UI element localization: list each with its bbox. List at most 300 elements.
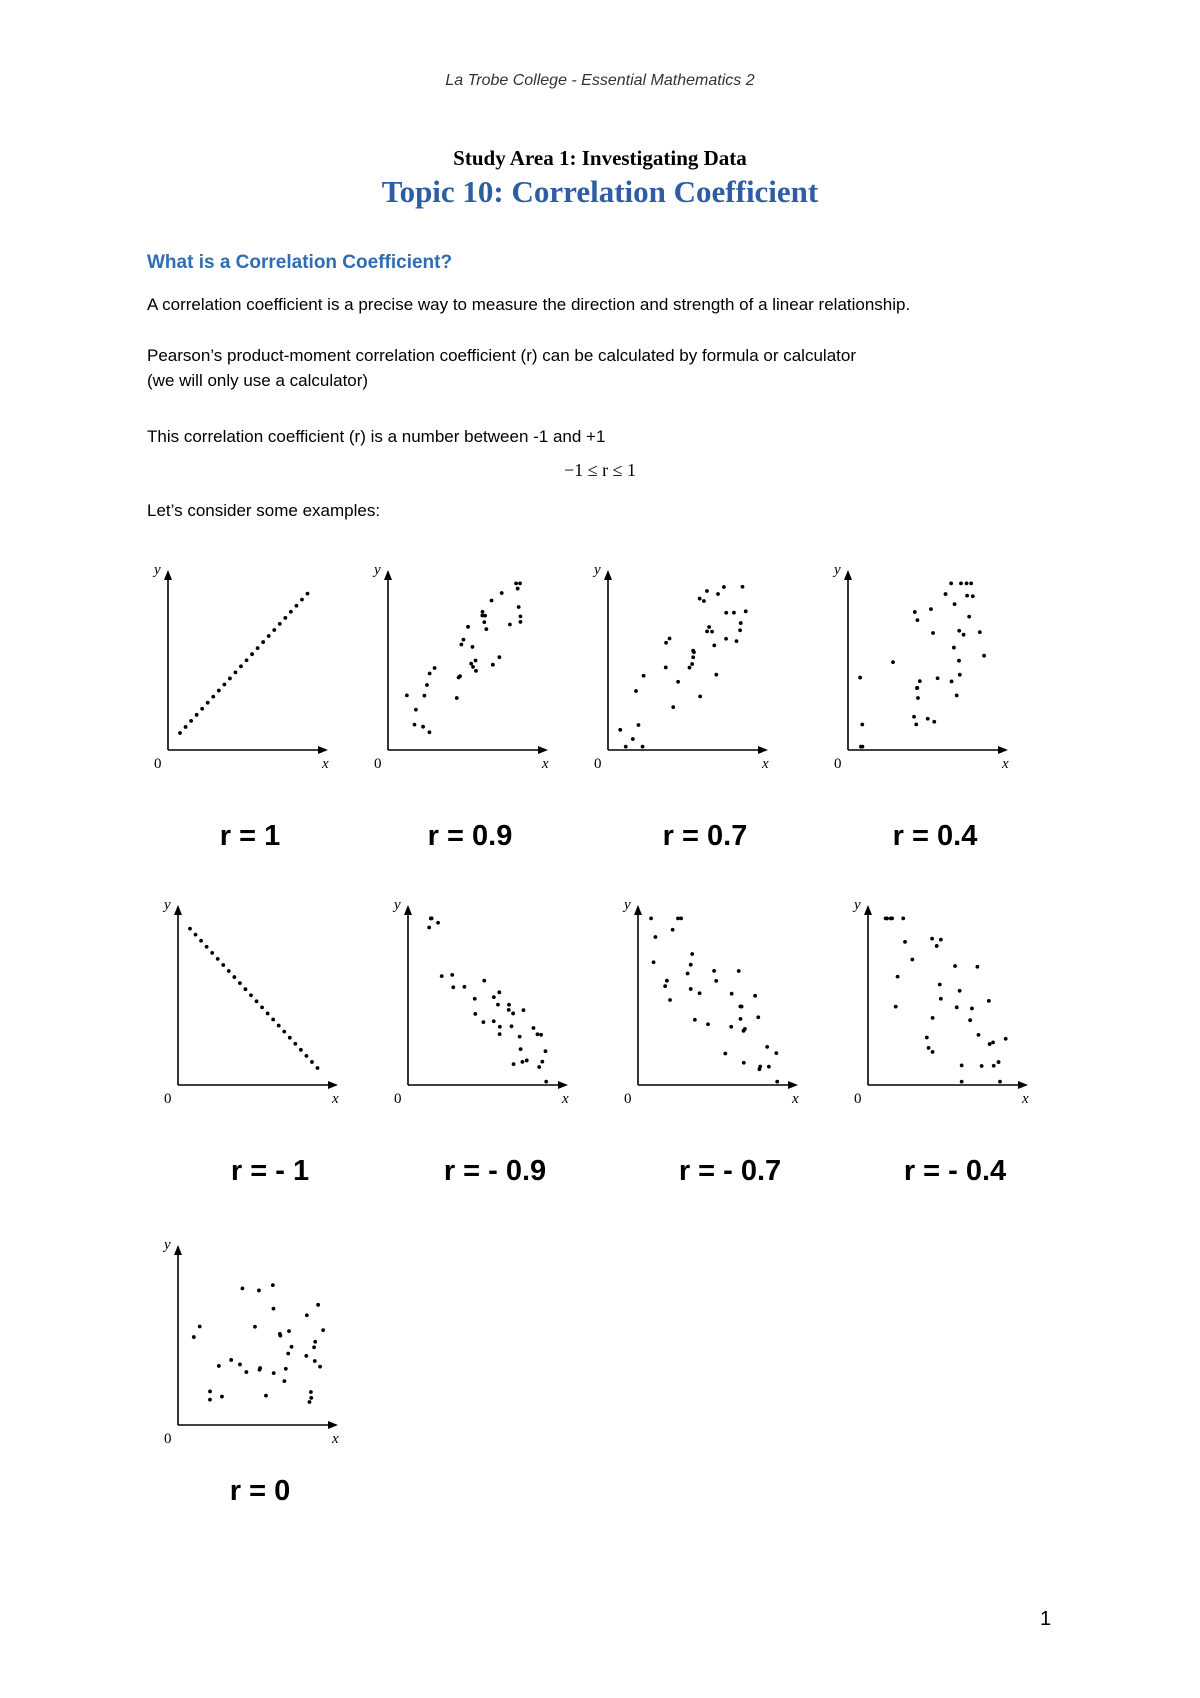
data-point bbox=[525, 1059, 529, 1063]
data-point bbox=[710, 630, 714, 634]
data-point bbox=[497, 655, 501, 659]
data-point bbox=[277, 1024, 281, 1028]
data-point bbox=[261, 640, 265, 644]
data-point bbox=[664, 666, 668, 670]
data-point bbox=[498, 1032, 502, 1036]
data-point bbox=[663, 984, 667, 988]
data-point bbox=[693, 1018, 697, 1022]
data-point bbox=[421, 725, 425, 729]
data-point bbox=[998, 1080, 1002, 1084]
data-point bbox=[312, 1345, 316, 1349]
data-point bbox=[459, 643, 463, 647]
data-point bbox=[283, 616, 287, 620]
page-number: 1 bbox=[1040, 1608, 1052, 1630]
data-point bbox=[490, 599, 494, 603]
data-point bbox=[977, 1033, 981, 1037]
y-axis-label: y bbox=[624, 897, 631, 913]
data-point bbox=[739, 621, 743, 625]
data-point bbox=[689, 987, 693, 991]
data-point bbox=[427, 926, 431, 930]
r-label-neg-0-7: r = - 0.7 bbox=[678, 1155, 782, 1187]
pearson-paragraph bbox=[147, 343, 1067, 393]
data-point bbox=[949, 582, 953, 586]
data-point bbox=[705, 629, 709, 633]
data-point bbox=[691, 655, 695, 659]
data-point bbox=[450, 973, 454, 977]
data-point bbox=[474, 659, 478, 663]
x-axis-label: x bbox=[542, 756, 549, 772]
data-point bbox=[775, 1080, 779, 1084]
origin-label: 0 bbox=[374, 756, 382, 772]
data-point bbox=[742, 1061, 746, 1065]
data-point bbox=[473, 997, 477, 1001]
data-point bbox=[688, 666, 692, 670]
data-point bbox=[178, 731, 182, 735]
data-point bbox=[723, 1052, 727, 1056]
x-axis-arrow bbox=[998, 746, 1008, 754]
data-point bbox=[211, 695, 215, 699]
data-point bbox=[514, 582, 518, 586]
origin-label: 0 bbox=[594, 756, 602, 772]
range-paragraph: This correlation coefficient (r) is a number between -1 and +1 bbox=[147, 427, 606, 446]
x-axis-label: x bbox=[322, 756, 329, 772]
data-point bbox=[184, 725, 188, 729]
data-point bbox=[944, 592, 948, 596]
data-point bbox=[466, 625, 470, 629]
data-point bbox=[245, 658, 249, 662]
data-point bbox=[969, 582, 973, 586]
data-point bbox=[518, 1035, 522, 1039]
data-point bbox=[724, 611, 728, 615]
data-point bbox=[913, 610, 917, 614]
data-point bbox=[936, 676, 940, 680]
data-point bbox=[686, 972, 690, 976]
data-point bbox=[482, 620, 486, 624]
data-point bbox=[220, 1395, 224, 1399]
x-axis-label: x bbox=[1022, 1091, 1029, 1107]
data-point bbox=[517, 605, 521, 609]
data-point bbox=[313, 1359, 317, 1363]
y-axis-label: y bbox=[854, 897, 861, 913]
data-point bbox=[482, 979, 486, 983]
data-point bbox=[272, 1307, 276, 1311]
data-point bbox=[440, 974, 444, 978]
data-point bbox=[482, 1020, 486, 1024]
scatter-plot-r-0-4 bbox=[834, 560, 1020, 772]
data-point bbox=[953, 602, 957, 606]
data-point bbox=[758, 1065, 762, 1069]
data-point bbox=[278, 622, 282, 626]
data-point bbox=[316, 1303, 320, 1307]
y-axis-arrow bbox=[864, 905, 872, 915]
data-point bbox=[256, 646, 260, 650]
data-point bbox=[249, 993, 253, 997]
data-point bbox=[729, 1025, 733, 1029]
data-point bbox=[305, 1054, 309, 1058]
data-point bbox=[935, 944, 939, 948]
data-point bbox=[971, 594, 975, 598]
data-point bbox=[642, 674, 646, 678]
x-axis-arrow bbox=[328, 1421, 338, 1429]
r-label-0-7: r = 0.7 bbox=[662, 820, 748, 852]
data-point bbox=[483, 614, 487, 618]
data-point bbox=[518, 582, 522, 586]
data-point bbox=[712, 969, 716, 973]
data-point bbox=[950, 680, 954, 684]
data-point bbox=[896, 975, 900, 979]
data-point bbox=[664, 641, 668, 645]
data-point bbox=[244, 987, 248, 991]
data-point bbox=[492, 1019, 496, 1023]
data-point bbox=[244, 1370, 248, 1374]
data-point bbox=[208, 1398, 212, 1402]
data-point bbox=[885, 917, 889, 921]
data-point bbox=[982, 654, 986, 658]
x-axis-label: x bbox=[562, 1091, 569, 1107]
data-point bbox=[988, 1042, 992, 1046]
origin-label: 0 bbox=[164, 1431, 172, 1447]
data-point bbox=[234, 670, 238, 674]
data-point bbox=[222, 683, 226, 687]
data-point bbox=[938, 983, 942, 987]
y-axis-arrow bbox=[404, 905, 412, 915]
data-point bbox=[702, 599, 706, 603]
data-point bbox=[484, 627, 488, 631]
data-point bbox=[618, 728, 622, 732]
data-point bbox=[891, 660, 895, 664]
data-point bbox=[889, 917, 893, 921]
data-point bbox=[980, 1064, 984, 1068]
data-point bbox=[952, 646, 956, 650]
data-point bbox=[894, 1005, 898, 1009]
data-point bbox=[765, 1045, 769, 1049]
data-point bbox=[957, 629, 961, 633]
data-point bbox=[724, 637, 728, 641]
data-point bbox=[508, 623, 512, 627]
data-point bbox=[282, 1379, 286, 1383]
data-point bbox=[200, 707, 204, 711]
scatter-plot-r-neg-0-4 bbox=[854, 895, 1040, 1107]
data-point bbox=[767, 1065, 771, 1069]
data-point bbox=[714, 673, 718, 677]
scatter-plot-r-0-7 bbox=[594, 560, 780, 772]
topic-title: Topic 10: Correlation Coefficient bbox=[381, 174, 819, 209]
data-point bbox=[537, 1065, 541, 1069]
y-axis-label: y bbox=[164, 1237, 171, 1253]
data-point bbox=[189, 719, 193, 723]
data-point bbox=[287, 1329, 291, 1333]
data-point bbox=[217, 1364, 221, 1368]
data-point bbox=[216, 957, 220, 961]
data-point bbox=[698, 597, 702, 601]
scatter-plot-r-0-9 bbox=[374, 560, 560, 772]
data-point bbox=[740, 1005, 744, 1009]
x-axis-arrow bbox=[318, 746, 328, 754]
data-point bbox=[668, 998, 672, 1002]
data-point bbox=[310, 1060, 314, 1064]
y-axis-label: y bbox=[164, 897, 171, 913]
data-point bbox=[436, 921, 440, 925]
x-axis-label: x bbox=[762, 756, 769, 772]
pearson-line-2: (we will only use a calculator) bbox=[147, 371, 369, 390]
data-point bbox=[668, 637, 672, 641]
data-point bbox=[205, 945, 209, 949]
data-point bbox=[774, 1051, 778, 1055]
data-point bbox=[232, 975, 236, 979]
data-point bbox=[712, 643, 716, 647]
data-point bbox=[744, 609, 748, 613]
data-point bbox=[955, 1005, 959, 1009]
data-point bbox=[978, 630, 982, 634]
data-point bbox=[282, 1030, 286, 1034]
data-point bbox=[321, 1328, 325, 1332]
data-point bbox=[288, 1036, 292, 1040]
origin-label: 0 bbox=[394, 1091, 402, 1107]
data-point bbox=[492, 995, 496, 999]
data-point bbox=[414, 708, 418, 712]
scatter-plot-r-1 bbox=[154, 560, 340, 772]
scatter-plot-r-neg-1 bbox=[164, 895, 350, 1107]
data-point bbox=[741, 585, 745, 589]
data-point bbox=[962, 633, 966, 637]
x-axis-arrow bbox=[328, 1081, 338, 1089]
data-point bbox=[194, 933, 198, 937]
r-label-0: r = 0 bbox=[229, 1475, 291, 1507]
data-point bbox=[634, 689, 638, 693]
data-point bbox=[665, 979, 669, 983]
r-label-1: r = 1 bbox=[219, 820, 281, 852]
y-axis-arrow bbox=[634, 905, 642, 915]
data-point bbox=[272, 628, 276, 632]
data-point bbox=[707, 625, 711, 629]
data-point bbox=[965, 582, 969, 586]
data-point bbox=[458, 674, 462, 678]
data-point bbox=[926, 717, 930, 721]
data-point bbox=[455, 696, 459, 700]
data-point bbox=[430, 917, 434, 921]
data-point bbox=[676, 680, 680, 684]
y-axis-arrow bbox=[604, 570, 612, 580]
data-point bbox=[271, 1018, 275, 1022]
data-point bbox=[652, 960, 656, 964]
data-point bbox=[931, 1016, 935, 1020]
y-axis-arrow bbox=[164, 570, 172, 580]
data-point bbox=[267, 634, 271, 638]
x-axis-label: x bbox=[792, 1091, 799, 1107]
data-point bbox=[997, 1060, 1001, 1064]
data-point bbox=[970, 1007, 974, 1011]
data-point bbox=[975, 965, 979, 969]
data-point bbox=[208, 1390, 212, 1394]
data-point bbox=[255, 999, 259, 1003]
data-point bbox=[738, 628, 742, 632]
data-point bbox=[532, 1026, 536, 1030]
data-point bbox=[932, 720, 936, 724]
y-axis-arrow bbox=[174, 905, 182, 915]
data-point bbox=[992, 1064, 996, 1068]
data-point bbox=[217, 689, 221, 693]
data-point bbox=[192, 1335, 196, 1339]
data-point bbox=[960, 1080, 964, 1084]
data-point bbox=[958, 673, 962, 677]
data-point bbox=[739, 1017, 743, 1021]
x-axis-arrow bbox=[788, 1081, 798, 1089]
data-point bbox=[910, 958, 914, 962]
data-point bbox=[278, 1332, 282, 1336]
data-point bbox=[497, 990, 501, 994]
data-point bbox=[544, 1080, 548, 1084]
r-label-neg-0-4: r = - 0.4 bbox=[903, 1155, 1007, 1187]
data-point bbox=[676, 917, 680, 921]
scatter-plot-r-0 bbox=[164, 1235, 350, 1447]
data-point bbox=[957, 659, 961, 663]
data-point bbox=[266, 1012, 270, 1016]
data-point bbox=[507, 1003, 511, 1007]
data-point bbox=[284, 1367, 288, 1371]
x-axis-arrow bbox=[538, 746, 548, 754]
data-point bbox=[690, 952, 694, 956]
data-point bbox=[861, 745, 865, 749]
data-point bbox=[309, 1390, 313, 1394]
data-point bbox=[512, 1062, 516, 1066]
data-point bbox=[239, 664, 243, 668]
data-point bbox=[901, 917, 905, 921]
y-axis-label: y bbox=[154, 562, 161, 578]
origin-label: 0 bbox=[154, 756, 162, 772]
data-point bbox=[462, 985, 466, 989]
data-point bbox=[987, 999, 991, 1003]
data-point bbox=[691, 649, 695, 653]
data-point bbox=[858, 676, 862, 680]
data-point bbox=[286, 1352, 290, 1356]
data-point bbox=[705, 589, 709, 593]
data-point bbox=[925, 1036, 929, 1040]
data-point bbox=[471, 645, 475, 649]
data-point bbox=[227, 969, 231, 973]
data-point bbox=[536, 1032, 540, 1036]
data-point bbox=[471, 665, 475, 669]
data-point bbox=[912, 715, 916, 719]
y-axis-arrow bbox=[384, 570, 392, 580]
scatter-plot-r-neg-0-7 bbox=[624, 895, 810, 1107]
data-point bbox=[930, 937, 934, 941]
data-point bbox=[939, 997, 943, 1001]
data-point bbox=[519, 614, 523, 618]
data-point bbox=[991, 1040, 995, 1044]
data-point bbox=[433, 666, 437, 670]
data-point bbox=[451, 985, 455, 989]
data-point bbox=[293, 1042, 297, 1046]
r-label-neg-0-9: r = - 0.9 bbox=[443, 1155, 547, 1187]
data-point bbox=[229, 1358, 233, 1362]
data-point bbox=[915, 686, 919, 690]
data-point bbox=[473, 1012, 477, 1016]
data-point bbox=[939, 938, 943, 942]
data-point bbox=[716, 592, 720, 596]
data-point bbox=[918, 679, 922, 683]
study-area-title: Study Area 1: Investigating Data bbox=[453, 146, 747, 170]
data-point bbox=[955, 694, 959, 698]
data-point bbox=[689, 963, 693, 967]
data-point bbox=[931, 631, 935, 635]
data-point bbox=[316, 1066, 320, 1070]
data-point bbox=[860, 723, 864, 727]
data-point bbox=[210, 951, 214, 955]
y-axis-label: y bbox=[594, 562, 601, 578]
data-point bbox=[474, 669, 478, 673]
data-point bbox=[491, 663, 495, 667]
data-point bbox=[308, 1400, 312, 1404]
data-point bbox=[188, 927, 192, 931]
data-point bbox=[425, 683, 429, 687]
data-point bbox=[258, 1368, 262, 1372]
data-point bbox=[511, 1012, 515, 1016]
data-point bbox=[654, 935, 658, 939]
data-point bbox=[299, 1048, 303, 1052]
data-point bbox=[958, 989, 962, 993]
data-point bbox=[756, 1015, 760, 1019]
r-label-0-9: r = 0.9 bbox=[427, 820, 513, 852]
data-point bbox=[290, 1345, 294, 1349]
data-point bbox=[260, 1005, 264, 1009]
origin-label: 0 bbox=[164, 1091, 172, 1107]
y-axis-arrow bbox=[174, 1245, 182, 1255]
data-point bbox=[238, 981, 242, 985]
definition-paragraph: A correlation coefficient is a precise way to measure the direction and strength of a linear relationship. bbox=[147, 295, 911, 314]
data-point bbox=[195, 713, 199, 717]
data-point bbox=[732, 611, 736, 615]
pearson-line-1: Pearson’s product-moment correlation coefficient (r) can be calculated by formula or calculator bbox=[147, 346, 856, 365]
data-point bbox=[743, 1027, 747, 1031]
data-point bbox=[914, 722, 918, 726]
data-point bbox=[539, 1033, 543, 1037]
data-point bbox=[519, 620, 523, 624]
data-point bbox=[730, 992, 734, 996]
origin-label: 0 bbox=[834, 756, 842, 772]
data-point bbox=[929, 607, 933, 611]
data-point bbox=[649, 917, 653, 921]
data-point bbox=[305, 1313, 309, 1317]
data-point bbox=[960, 1064, 964, 1068]
data-point bbox=[522, 1008, 526, 1012]
data-point bbox=[519, 1047, 523, 1051]
data-point bbox=[714, 979, 718, 983]
origin-label: 0 bbox=[854, 1091, 862, 1107]
data-point bbox=[413, 723, 417, 727]
y-axis-label: y bbox=[394, 897, 401, 913]
data-point bbox=[309, 1396, 313, 1400]
data-point bbox=[250, 652, 254, 656]
data-point bbox=[631, 737, 635, 741]
data-point bbox=[903, 940, 907, 944]
data-point bbox=[1004, 1037, 1008, 1041]
data-point bbox=[496, 1003, 500, 1007]
scatter-plot-r-neg-0-9 bbox=[394, 895, 580, 1107]
data-point bbox=[927, 1046, 931, 1050]
data-point bbox=[405, 693, 409, 697]
data-point bbox=[637, 723, 641, 727]
examples-intro: Let’s consider some examples: bbox=[147, 501, 381, 520]
inequality-formula: −1 ≤ r ≤ 1 bbox=[564, 460, 636, 480]
y-axis-label: y bbox=[374, 562, 381, 578]
data-point bbox=[253, 1325, 257, 1329]
data-point bbox=[722, 585, 726, 589]
data-point bbox=[264, 1394, 268, 1398]
data-point bbox=[469, 662, 473, 666]
data-point bbox=[272, 1371, 276, 1375]
data-point bbox=[422, 694, 426, 698]
data-point bbox=[300, 598, 304, 602]
